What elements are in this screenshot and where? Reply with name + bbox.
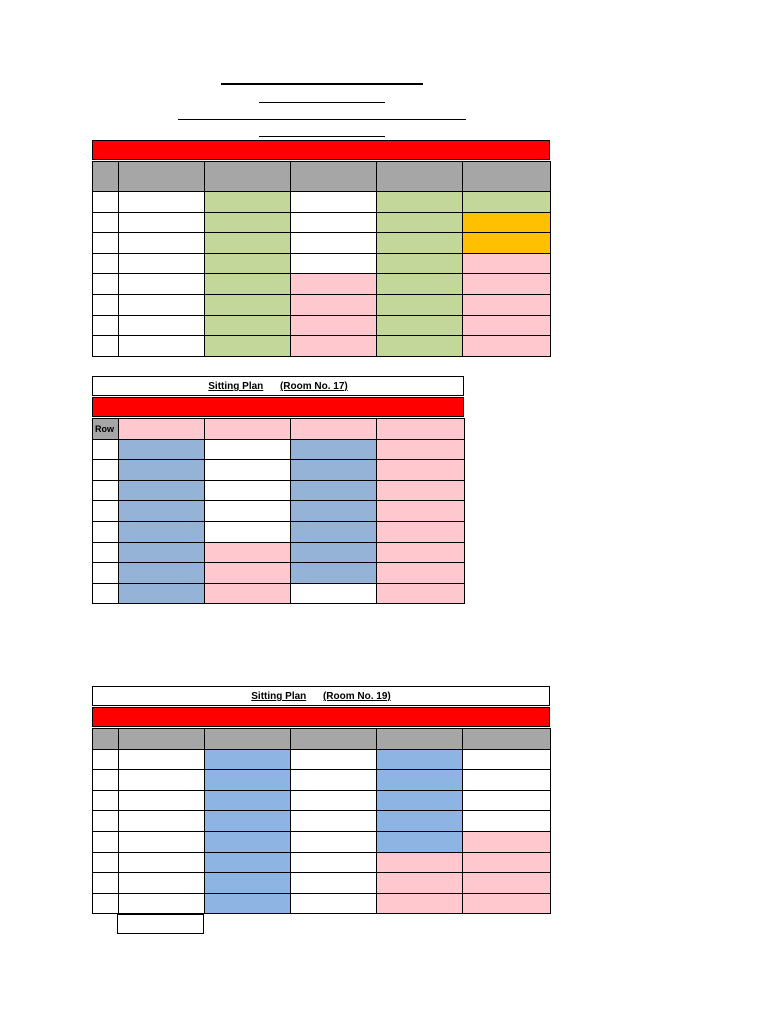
seat-cell — [463, 790, 551, 811]
table-row — [93, 852, 551, 873]
table-row — [93, 253, 551, 274]
table-row — [93, 480, 465, 501]
header-cell — [291, 162, 377, 192]
date-underline — [259, 136, 385, 137]
caption-prefix: Sitting Plan — [251, 691, 307, 702]
seat-cell — [205, 315, 291, 336]
seat-cell — [463, 811, 551, 832]
seating-table-room-19 — [92, 728, 551, 914]
table-row — [93, 294, 551, 315]
seat-cell — [291, 563, 377, 584]
seat-cell — [119, 480, 205, 501]
seat-cell — [205, 563, 291, 584]
seat-cell — [377, 873, 463, 894]
table-header-row — [93, 729, 551, 750]
seat-cell — [377, 294, 463, 315]
seat-cell — [291, 852, 377, 873]
seat-cell — [463, 274, 551, 295]
table-row — [93, 336, 551, 357]
header-cell — [205, 162, 291, 192]
header-cell — [205, 729, 291, 750]
seat-cell — [463, 192, 551, 213]
table-row — [93, 274, 551, 295]
seat-cell — [291, 873, 377, 894]
seat-cell — [291, 460, 377, 481]
seat-cell — [377, 274, 463, 295]
seat-cell — [377, 315, 463, 336]
seat-cell — [291, 542, 377, 563]
seat-cell — [291, 501, 377, 522]
seat-cell — [377, 233, 463, 254]
header-cell — [377, 162, 463, 192]
seat-cell — [463, 852, 551, 873]
seat-cell — [291, 294, 377, 315]
room-1-red-bar — [92, 140, 550, 160]
seat-cell — [119, 336, 205, 357]
seat-cell — [205, 336, 291, 357]
seat-cell — [377, 521, 465, 542]
seat-cell — [93, 563, 119, 584]
table-row — [93, 563, 465, 584]
seat-cell — [119, 521, 205, 542]
seat-cell — [291, 233, 377, 254]
seat-cell — [93, 749, 119, 770]
seat-cell — [93, 873, 119, 894]
seat-cell — [377, 893, 463, 914]
seat-cell — [93, 770, 119, 791]
seat-cell — [291, 274, 377, 295]
seat-cell — [205, 873, 291, 894]
subtitle-underline — [259, 102, 385, 103]
seat-cell — [119, 852, 205, 873]
table-row — [93, 790, 551, 811]
seat-cell — [463, 873, 551, 894]
header-cell — [119, 162, 205, 192]
seat-cell — [119, 790, 205, 811]
seat-cell — [205, 542, 291, 563]
seat-cell — [377, 460, 465, 481]
seat-cell — [119, 893, 205, 914]
seat-cell — [377, 501, 465, 522]
seat-cell — [93, 212, 119, 233]
seat-cell — [93, 439, 119, 460]
seat-cell — [291, 749, 377, 770]
seat-cell — [119, 439, 205, 460]
row-column-header: Row — [93, 419, 119, 440]
seat-cell — [205, 749, 291, 770]
seat-cell — [205, 439, 291, 460]
seat-cell — [119, 583, 205, 604]
seat-cell — [205, 790, 291, 811]
seat-cell — [463, 233, 551, 254]
seat-cell — [119, 294, 205, 315]
seat-cell — [291, 192, 377, 213]
table-row — [93, 212, 551, 233]
seat-cell — [205, 460, 291, 481]
seat-cell — [463, 831, 551, 852]
seat-cell — [119, 192, 205, 213]
table-row — [93, 542, 465, 563]
heading-underline — [178, 119, 466, 120]
header-cell — [291, 419, 377, 440]
extra-cell — [117, 914, 204, 934]
header-cell — [463, 729, 551, 750]
seat-cell — [205, 501, 291, 522]
header-cell — [93, 162, 119, 192]
header-cell — [205, 419, 291, 440]
seat-cell — [119, 253, 205, 274]
seat-cell — [119, 315, 205, 336]
seat-cell — [119, 770, 205, 791]
header-cell — [377, 729, 463, 750]
seat-cell — [377, 770, 463, 791]
room-19-caption — [92, 686, 550, 706]
seat-cell — [291, 336, 377, 357]
seat-cell — [93, 233, 119, 254]
seat-cell — [93, 253, 119, 274]
seat-cell — [205, 893, 291, 914]
room-17-red-bar — [92, 397, 464, 417]
seat-cell — [119, 563, 205, 584]
table-row — [93, 501, 465, 522]
seat-cell — [119, 749, 205, 770]
seat-cell — [291, 790, 377, 811]
seat-cell — [119, 460, 205, 481]
seat-cell — [291, 315, 377, 336]
seat-cell — [119, 831, 205, 852]
seat-cell — [377, 749, 463, 770]
table-row — [93, 831, 551, 852]
seat-cell — [377, 811, 463, 832]
seat-cell — [291, 811, 377, 832]
table-row — [93, 893, 551, 914]
seat-cell — [463, 253, 551, 274]
header-cell — [93, 729, 119, 750]
header-cell — [119, 729, 205, 750]
table-row — [93, 811, 551, 832]
seat-cell — [205, 811, 291, 832]
seat-cell — [463, 770, 551, 791]
seat-cell — [119, 233, 205, 254]
seat-cell — [93, 542, 119, 563]
seat-cell — [93, 811, 119, 832]
seat-cell — [291, 212, 377, 233]
header-cell — [119, 419, 205, 440]
table-row — [93, 460, 465, 481]
seating-table-1 — [92, 161, 551, 357]
seat-cell — [205, 852, 291, 873]
seat-cell — [93, 501, 119, 522]
seat-cell — [377, 831, 463, 852]
seat-cell — [291, 770, 377, 791]
seat-cell — [93, 893, 119, 914]
table-row — [93, 749, 551, 770]
seat-cell — [377, 253, 463, 274]
table-row — [93, 770, 551, 791]
seat-cell — [205, 233, 291, 254]
seat-cell — [463, 315, 551, 336]
title-underline — [221, 83, 423, 85]
table-row — [93, 439, 465, 460]
seat-cell — [205, 212, 291, 233]
seat-cell — [119, 501, 205, 522]
table-header-row — [93, 162, 551, 192]
seat-cell — [205, 253, 291, 274]
seat-cell — [119, 873, 205, 894]
table-row — [93, 583, 465, 604]
seat-cell — [93, 315, 119, 336]
seat-cell — [93, 192, 119, 213]
seat-cell — [93, 294, 119, 315]
seat-cell — [93, 274, 119, 295]
caption-room: (Room No. 19) — [322, 691, 391, 702]
seat-cell — [291, 893, 377, 914]
seat-cell — [463, 336, 551, 357]
seat-cell — [93, 583, 119, 604]
header-cell — [377, 419, 465, 440]
table-row — [93, 521, 465, 542]
seat-cell — [377, 563, 465, 584]
seating-table-room-17 — [92, 418, 465, 604]
seat-cell — [463, 294, 551, 315]
seat-cell — [205, 192, 291, 213]
room-19-red-bar — [92, 707, 550, 727]
seat-cell — [377, 336, 463, 357]
seat-cell — [377, 480, 465, 501]
seat-cell — [205, 480, 291, 501]
table-row — [93, 233, 551, 254]
seat-cell — [93, 480, 119, 501]
header-cell — [291, 729, 377, 750]
seat-cell — [205, 521, 291, 542]
seat-cell — [93, 790, 119, 811]
seat-cell — [377, 790, 463, 811]
seat-cell — [291, 521, 377, 542]
seat-cell — [93, 460, 119, 481]
seat-cell — [205, 583, 291, 604]
caption-room: (Room No. 17) — [279, 381, 348, 392]
caption-prefix: Sitting Plan — [208, 381, 264, 392]
table-header-row — [93, 419, 465, 440]
seat-cell — [377, 583, 465, 604]
seat-cell — [377, 852, 463, 873]
seat-cell — [119, 274, 205, 295]
seat-cell — [93, 852, 119, 873]
table-row — [93, 192, 551, 213]
seat-cell — [205, 831, 291, 852]
seat-cell — [463, 749, 551, 770]
seat-cell — [291, 831, 377, 852]
seat-cell — [119, 811, 205, 832]
table-row — [93, 315, 551, 336]
seat-cell — [205, 770, 291, 791]
seat-cell — [377, 542, 465, 563]
seat-cell — [93, 831, 119, 852]
seat-cell — [205, 274, 291, 295]
seat-cell — [377, 212, 463, 233]
seat-cell — [463, 212, 551, 233]
header-cell — [463, 162, 551, 192]
seat-cell — [291, 480, 377, 501]
seat-cell — [119, 212, 205, 233]
seat-cell — [205, 294, 291, 315]
seat-cell — [291, 583, 377, 604]
seat-cell — [463, 893, 551, 914]
room-17-caption — [92, 376, 464, 396]
seat-cell — [93, 521, 119, 542]
seat-cell — [377, 439, 465, 460]
seat-cell — [93, 336, 119, 357]
seat-cell — [119, 542, 205, 563]
seat-cell — [291, 439, 377, 460]
seat-cell — [377, 192, 463, 213]
seat-cell — [291, 253, 377, 274]
table-row — [93, 873, 551, 894]
